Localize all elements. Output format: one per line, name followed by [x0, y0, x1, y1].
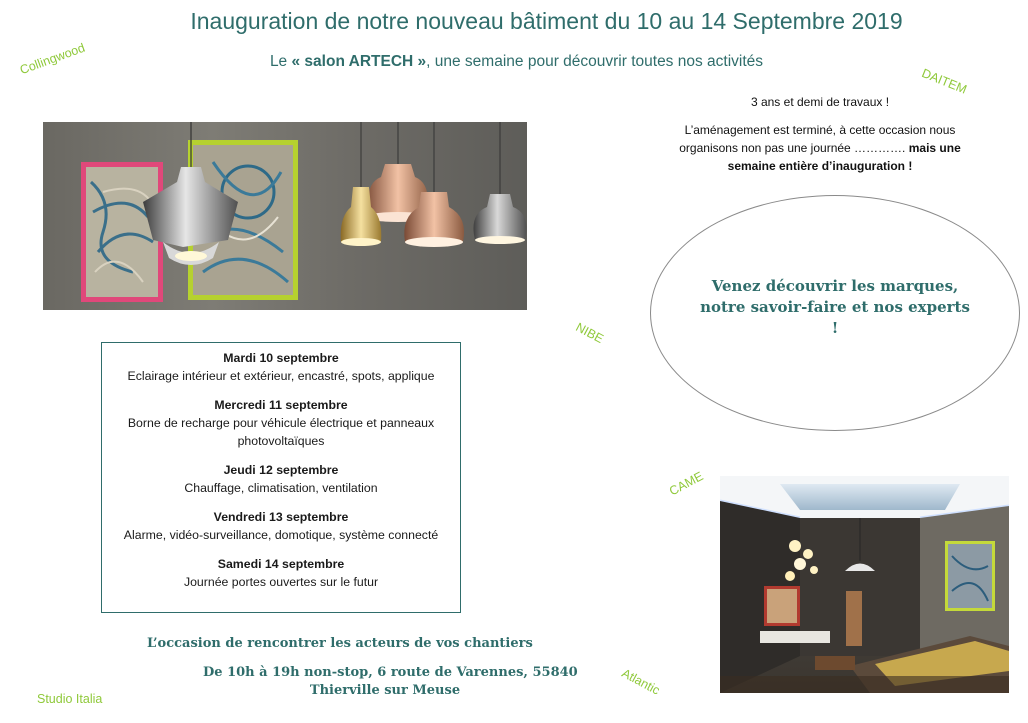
lamps-photo: [43, 122, 527, 310]
brand-atlantic: Atlantic: [619, 666, 663, 698]
schedule-day: [102, 349, 460, 385]
cta-line-2: De 10h à 19h non-stop, 6 route de Varennes, 55840: [203, 665, 578, 680]
schedule-date: Mercredi 11 septembre: [214, 398, 348, 412]
cta-line-3: Thierville sur Meuse: [309, 683, 461, 698]
intro-line-1: 3 ans et demi de travaux !: [750, 95, 890, 109]
schedule-description: Borne de recharge pour véhicule électrique et panneaux photovoltaïques: [127, 416, 435, 448]
brand-collingwood: Collingwood: [18, 40, 87, 78]
intro-line-2: L’aménagement est terminé, à cette occasion nous organisons non pas une journée ………….: [679, 123, 956, 155]
schedule-description: Alarme, vidéo-surveillance, domotique, système connecté: [123, 528, 439, 542]
schedule-date: Vendredi 13 septembre: [213, 510, 349, 524]
lamps-illustration: [43, 122, 527, 310]
cta-line-1: L’occasion de rencontrer les acteurs de vos chantiers: [147, 636, 533, 651]
schedule-day: [102, 555, 460, 591]
intro-paragraph: [660, 121, 980, 175]
subtitle: [0, 53, 1028, 71]
salon-name: « salon ARTECH »: [291, 53, 427, 70]
schedule-day: [102, 461, 460, 497]
schedule-description: Chauffage, climatisation, ventilation: [184, 481, 378, 495]
schedule-description: Journée portes ouvertes sur le futur: [183, 575, 379, 589]
intro-line-2-bold: mais une semaine entière d’inauguration !: [727, 141, 961, 173]
intro-text: [660, 93, 980, 185]
showroom-photo: [720, 476, 1009, 693]
schedule-day: [102, 396, 460, 450]
schedule-date: Samedi 14 septembre: [217, 557, 345, 571]
brand-daitem: DAITEM: [919, 66, 969, 97]
brand-studio-italia: Studio Italia: [37, 692, 103, 706]
schedule-description: Eclairage intérieur et extérieur, encastré, spots, applique: [127, 369, 435, 383]
brand-nibe: NIBE: [573, 320, 606, 347]
schedule-date: Mardi 10 septembre: [223, 351, 339, 365]
brand-came: CAME: [667, 469, 706, 499]
schedule-box: [101, 342, 461, 613]
schedule-date: Jeudi 12 septembre: [223, 463, 339, 477]
showroom-illustration: [720, 476, 1009, 693]
subtitle-prefix: Le: [269, 53, 292, 70]
page-title: Inauguration de notre nouveau bâtiment du 10 au 14 Septembre 2019: [190, 8, 903, 34]
callout-text: Venez découvrir les marques, notre savoir-faire et nos experts !: [700, 277, 970, 337]
subtitle-suffix: , une semaine pour découvrir toutes nos activités: [426, 53, 764, 70]
schedule-day: [102, 508, 460, 544]
